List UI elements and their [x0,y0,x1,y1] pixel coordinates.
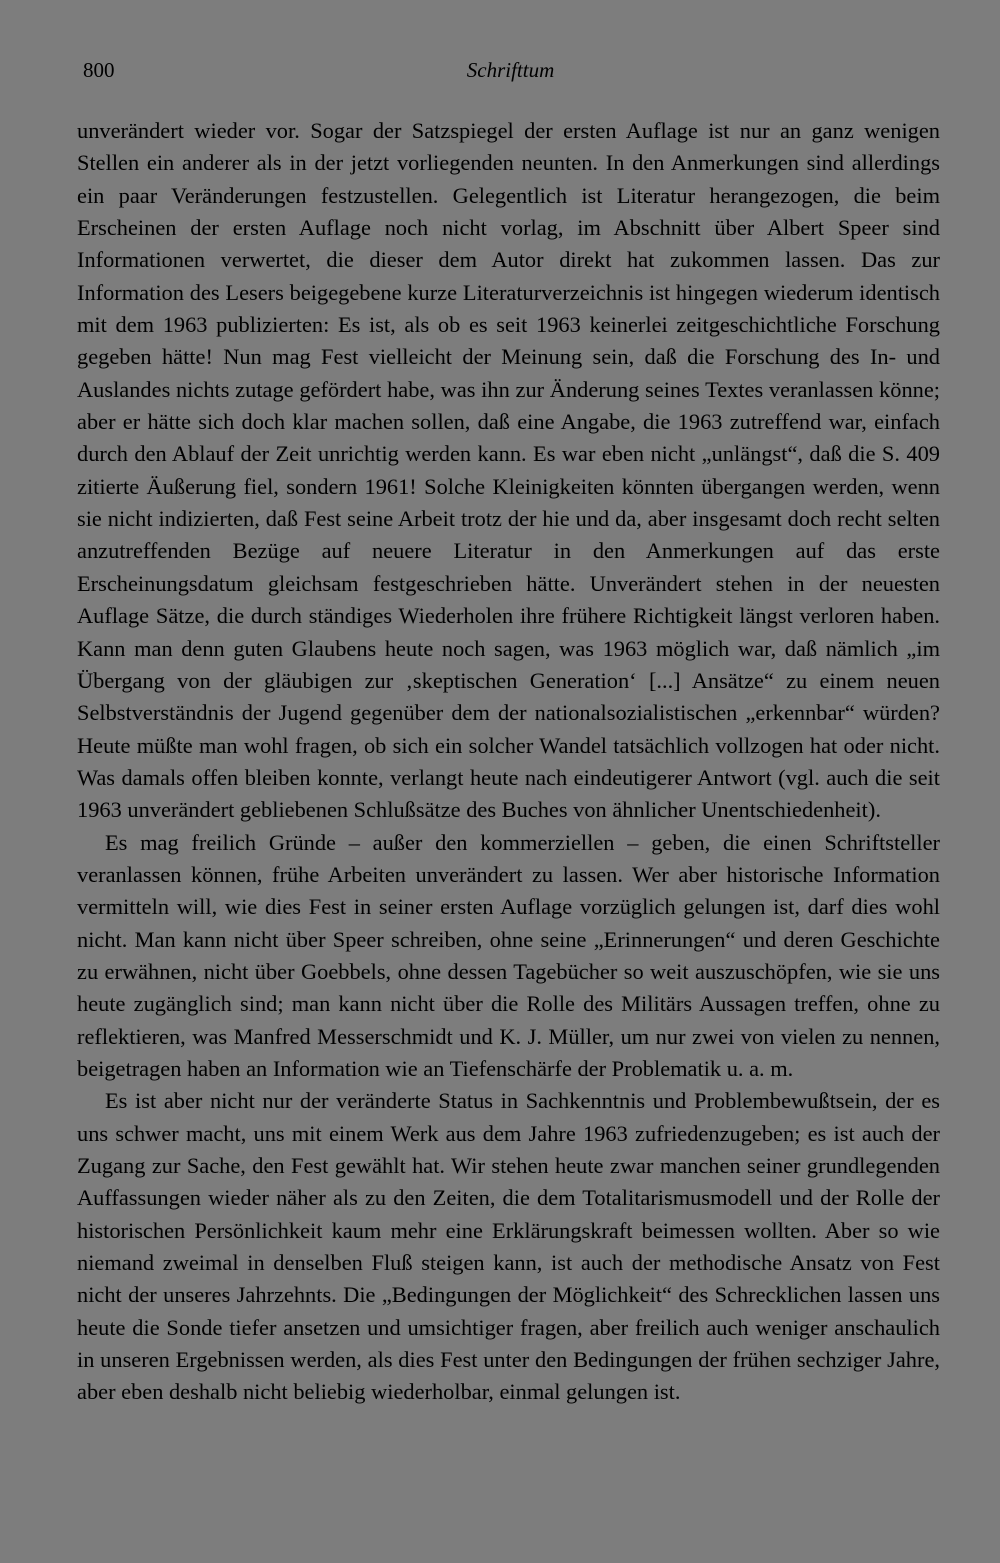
paragraph: Es mag freilich Gründe – außer den kommerziellen – geben, die einen Schriftsteller veranlassen können, frühe Arbeiten unverändert zu lassen. Wer aber historische Information vermitteln will, wie dies Fest in seiner ersten Auflage vorzüglich gelungen ist, darf dies wohl nicht. Man kann nicht über Speer schreiben, ohne seine „Erinnerungen“ und deren Geschichte zu erwähnen, nicht über Goebbels, ohne dessen Tagebücher so weit auszuschöpfen, wie sie uns heute zugänglich sind; man kann nicht über die Rolle des Militärs Aussagen treffen, ohne zu reflektieren, was Manfred Messerschmidt und K. J. Müller, um nur zwei von vielen zu nennen, beigetragen haben an Information wie an Tiefenschärfe der Problematik u. a. m. [77,829,940,1081]
paragraph: Es ist aber nicht nur der veränderte Status in Sachkenntnis und Problembewußtsein, der es uns schwer macht, uns mit einem Werk aus dem Jahre 1963 zufriedenzugeben; es ist auch der Zugang zur Sache, den Fest gewählt hat. Wir stehen heute zwar manchen seiner grundlegenden Auffassungen wieder näher als zu den Zeiten, die dem Totalitarismusmodell und der Rolle der historischen Persönlichkeit kaum mehr eine Erklärungskraft beimessen wollten. Aber so wie niemand zweimal in denselben Fluß steigen kann, ist auch der methodische Ansatz von Fest nicht der unseres Jahrzehnts. Die „Bedingungen der Möglichkeit“ des Schrecklichen lassen uns heute die Sonde tiefer ansetzen und umsichtiger fragen, aber freilich auch weniger anschaulich in unseren Ergebnissen werden, als dies Fest unter den Bedingungen der frühen sechziger Jahre, aber eben deshalb nicht beliebig wiederholbar, einmal gelungen ist. [77,1088,940,1405]
running-title: Schrifttum [466,58,555,82]
page-header [83,58,938,88]
page-number: 800 [83,58,115,82]
paragraph-continued: unverändert wieder vor. Sogar der Satzspiegel der ersten Auflage ist nur an ganz wenigen Stellen ein anderer als in der jetzt vorliegenden neunten. In den Anmerkungen sind allerdings ein paar Veränderungen festzustellen. Gelegentlich ist Literatur herangezogen, die beim Erscheinen der ersten Auflage noch nicht vorlag, im Abschnitt über Albert Speer sind Informationen verwertet, die dieser dem Autor direkt hat zukommen lassen. Das zur Information des Lesers beigegebene kurze Literaturverzeichnis ist hingegen wiederum identisch mit dem 1963 publizierten: Es ist, als ob es seit 1963 keinerlei zeitgeschichtliche Forschung gegeben hätte! Nun mag Fest vielleicht der Meinung sein, daß die Forschung des In- und Auslandes nichts zutage gefördert habe, was ihn zur Änderung seines Textes veranlassen könne; aber er hätte sich doch klar machen sollen, daß eine Angabe, die 1963 zutreffend war, einfach durch den Ablauf der Zeit unrichtig werden kann. Es war eben nicht „unlängst“, daß die S. 409 zitierte Äußerung fiel, sondern 1961! Solche Kleinigkeiten könnten übergangen werden, wenn sie nicht indizierten, daß Fest seine Arbeit trotz der hie und da, aber insgesamt doch recht selten anzutreffenden Bezüge auf neuere Literatur in den Anmerkungen auf das erste Erscheinungsdatum gleichsam festgeschrieben hätte. Unverändert stehen in der neuesten Auflage Sätze, die durch ständiges Wiederholen ihre frühere Richtigkeit längst verloren haben. Kann man denn guten Glaubens heute noch sagen, was 1963 möglich war, daß nämlich „im Übergang von der gläubigen zur ‚skeptischen Generation‘ [...] Ansätze“ zu einem neuen Selbstverständnis der Jugend gegenüber dem der nationalsozialistischen „erkennbar“ würden? Heute müßte man wohl fragen, ob sich ein solcher Wandel tatsächlich vollzogen hat oder nicht. Was damals offen bleiben konnte, verlangt heute nach eindeutigerer Antwort (vgl. auch die seit 1963 unverändert gebliebenen Schlußsätze des Buches von ähnlicher Unentschiedenheit). [77,118,940,823]
body-text [77,115,940,1409]
